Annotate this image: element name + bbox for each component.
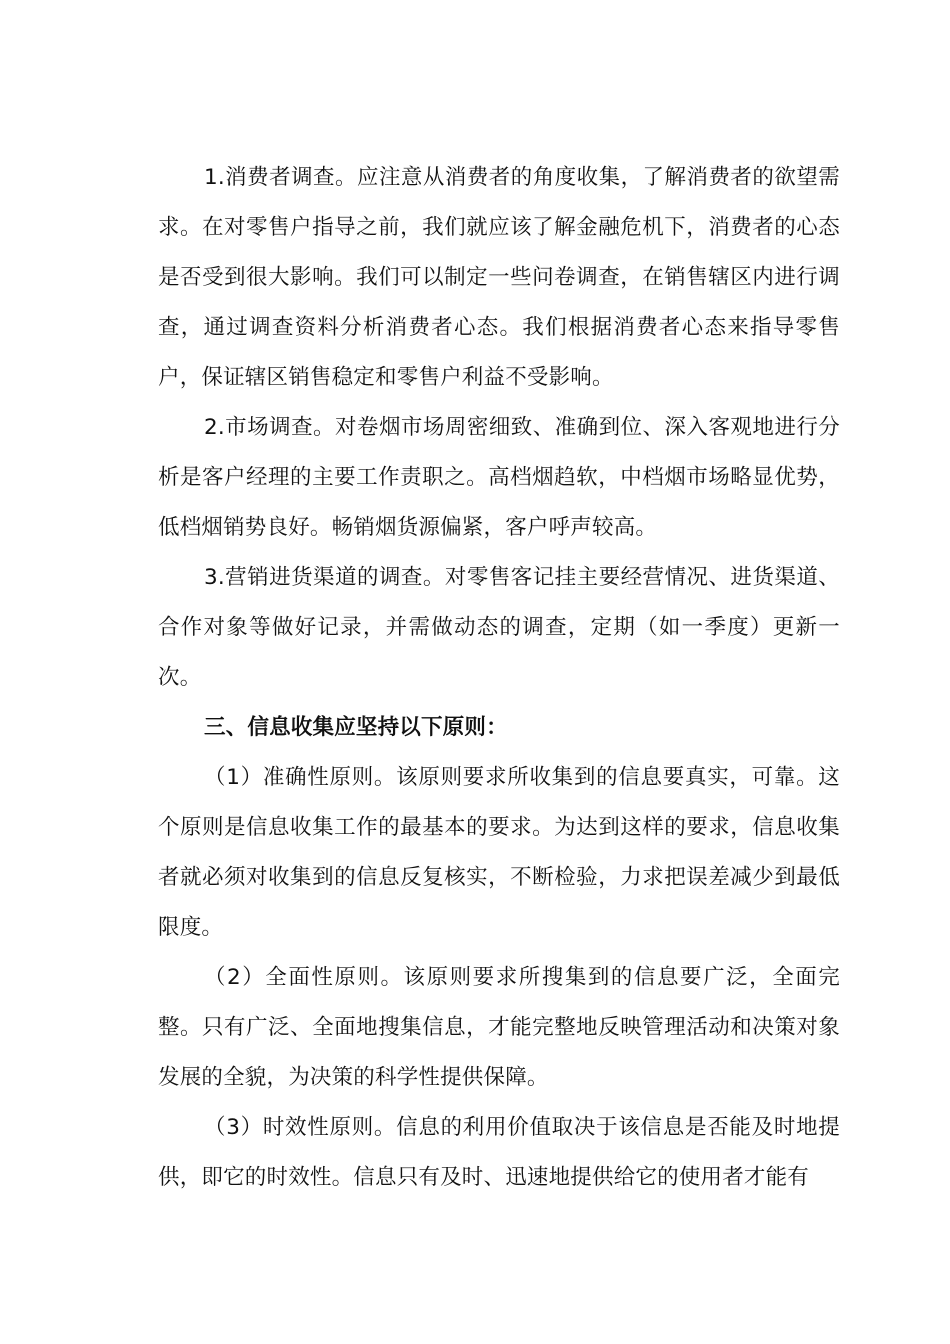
section-heading: 三、信息收集应坚持以下原则：	[204, 715, 508, 740]
paragraph-consumer-survey: 1.消费者调查。应注意从消费者的角度收集，了解消费者的欲望需求。在对零售户指导之前，我们就应该了解金融危机下，消费者的心态是否受到很大影响。我们可以制定一些问卷调查，在销售辖区内进行调查，通过调查资料分析消费者心态。我们根据消费者心态来指导零售户，保证辖区销售稳定和零售户利益不受影响。	[158, 165, 840, 390]
paragraph-channel-survey: 3.营销进货渠道的调查。对零售客记挂主要经营情况、进货渠道、合作对象等做好记录，并需做动态的调查，定期（如一季度）更新一次。	[158, 565, 840, 690]
paragraph-completeness-principle: （2）全面性原则。该原则要求所搜集到的信息要广泛，全面完整。只有广泛、全面地搜集信息，才能完整地反映管理活动和决策对象发展的全貌，为决策的科学性提供保障。	[158, 965, 840, 1090]
paragraph-accuracy-principle: （1）准确性原则。该原则要求所收集到的信息要真实，可靠。这个原则是信息收集工作的最基本的要求。为达到这样的要求，信息收集者就必须对收集到的信息反复核实，不断检验，力求把误差减少到最低限度。	[158, 765, 840, 940]
paragraph-market-survey: 2.市场调查。对卷烟市场周密细致、准确到位、深入客观地进行分析是客户经理的主要工作责职之。高档烟趋软，中档烟市场略显优势，低档烟销势良好。畅销烟货源偏紧，客户呼声较高。	[158, 415, 840, 540]
paragraph-timeliness-principle: （3）时效性原则。信息的利用价值取决于该信息是否能及时地提供，即它的时效性。信息只有及时、迅速地提供给它的使用者才能有	[158, 1115, 840, 1190]
document-page	[158, 153, 840, 1203]
